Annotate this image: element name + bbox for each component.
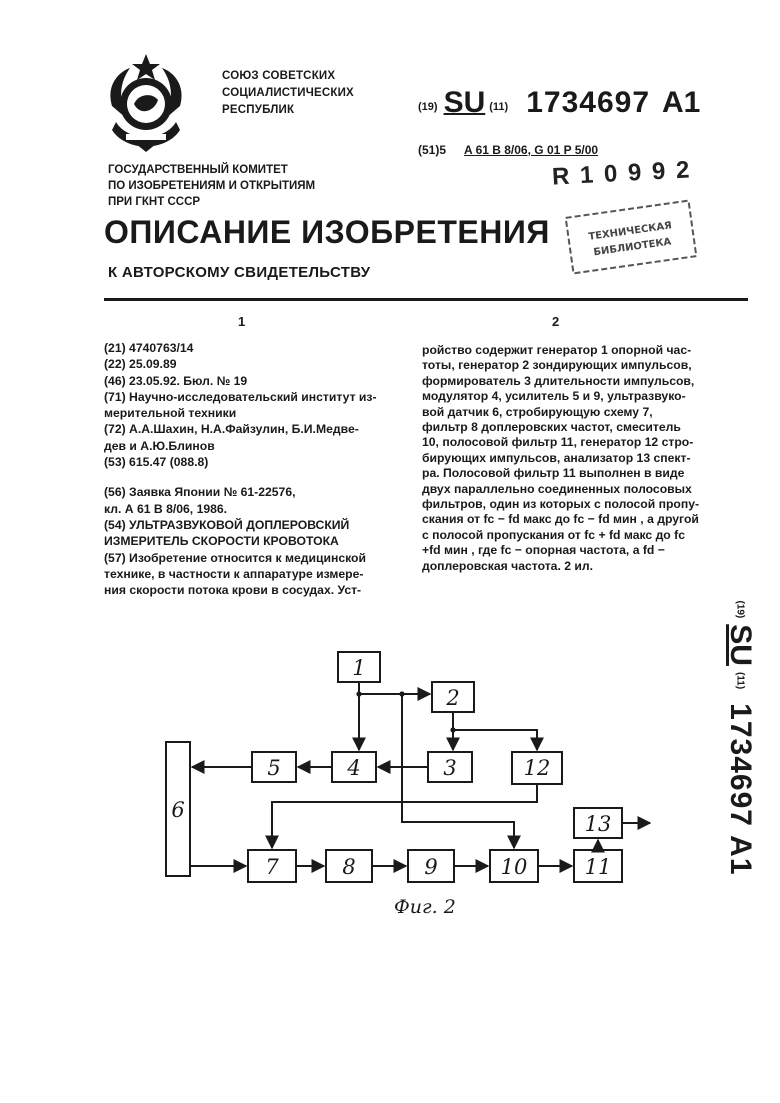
ipc-classification: (51)5 A 61 B 8/06, G 01 P 5/00 bbox=[418, 143, 599, 157]
biblio-line: (21) 4740763/14 bbox=[104, 341, 194, 355]
svg-text:12: 12 bbox=[523, 756, 551, 780]
block-3 bbox=[428, 752, 472, 782]
abstract-line: 10, полосовой фильтр 11, генератор 12 стро- bbox=[422, 435, 694, 450]
block-12 bbox=[512, 752, 562, 784]
svg-text:8: 8 bbox=[342, 855, 356, 879]
biblio-line: дев и А.Ю.Блинов bbox=[104, 438, 215, 453]
biblio-line: ния скорости потока крови в сосудах. Уст- bbox=[104, 583, 362, 598]
figure-caption: Фиг. 2 bbox=[394, 896, 456, 918]
svg-text:11: 11 bbox=[584, 855, 612, 879]
handwritten-number: R 1 0 9 9 2 bbox=[551, 156, 693, 191]
abstract-line: доплеровская частота. 2 ил. bbox=[422, 558, 594, 573]
abstract-line: скания от fc − fd макс до fc − fd мин , а другой bbox=[422, 512, 699, 527]
document-title: ОПИСАНИЕ ИЗОБРЕТЕНИЯ bbox=[104, 214, 550, 250]
abstract-column bbox=[422, 343, 714, 574]
abstract-line: ройство содержит генератор 1 опорной час- bbox=[422, 343, 692, 357]
abstract-line: с полосой пропускания от fc + fd макс до fc bbox=[422, 527, 685, 542]
biblio-line: (54) УЛЬТРАЗВУКОВОЙ ДОПЛЕРОВСКИЙ bbox=[104, 517, 350, 532]
svg-text:5: 5 bbox=[267, 756, 281, 780]
biblio-line: (57) Изобретение относится к медицинской bbox=[104, 550, 366, 565]
block-4 bbox=[332, 752, 376, 782]
svg-text:10: 10 bbox=[500, 855, 528, 879]
patent-kind: A1 bbox=[662, 86, 701, 119]
biblio-line: технике, в частности к аппаратуре измере- bbox=[104, 566, 364, 581]
abstract-line: ра. Полосовой фильтр 11 выполнен в виде bbox=[422, 466, 685, 481]
block-8 bbox=[326, 850, 372, 882]
svg-text:9: 9 bbox=[424, 855, 438, 879]
document-subtitle: К АВТОРСКОМУ СВИДЕТЕЛЬСТВУ bbox=[108, 264, 371, 281]
svg-text:3: 3 bbox=[443, 756, 457, 780]
block-5 bbox=[252, 752, 296, 782]
block-13 bbox=[574, 808, 622, 838]
library-stamp bbox=[562, 197, 699, 276]
abstract-line: формирователь 3 длительности импульсов, bbox=[422, 373, 695, 388]
side-patent-label: (19)SU(11)1734697 A1 bbox=[724, 600, 757, 876]
country-code: SU bbox=[443, 86, 486, 119]
svg-text:1: 1 bbox=[352, 656, 366, 680]
state-emblem-icon bbox=[96, 48, 196, 158]
block-11 bbox=[574, 850, 622, 882]
block-10 bbox=[490, 850, 538, 882]
biblio-line: (22) 25.09.89 bbox=[104, 357, 177, 372]
abstract-line: тоты, генератор 2 зондирующих импульсов, bbox=[422, 358, 692, 373]
abstract-line: модулятор 4, усилитель 5 и 9, ультразвуко- bbox=[422, 389, 686, 404]
svg-text:6: 6 bbox=[171, 798, 185, 822]
block-diagram bbox=[150, 640, 660, 940]
bibliographic-column bbox=[104, 340, 396, 598]
abstract-line: фильтр 8 доплеровских частот, смеситель bbox=[422, 420, 681, 435]
patent-number: 1734697 bbox=[526, 86, 651, 119]
biblio-line: ИЗМЕРИТЕЛЬ СКОРОСТИ КРОВОТОКА bbox=[104, 534, 339, 549]
abstract-line: вой датчик 6, стробирующую схему 7, bbox=[422, 404, 653, 419]
svg-text:7: 7 bbox=[265, 855, 279, 879]
biblio-line: (53) 615.47 (088.8) bbox=[104, 455, 209, 470]
column-number-2: 2 bbox=[552, 314, 560, 329]
block-1 bbox=[338, 652, 380, 682]
header-divider bbox=[104, 298, 748, 301]
svg-text:БИБЛИОТЕКА: БИБЛИОТЕКА bbox=[592, 236, 673, 259]
abstract-line: фильтров, один из которых с полосой пропу- bbox=[422, 497, 700, 512]
publication-number: (19) SU (11) 1734697 A1 bbox=[418, 86, 701, 119]
biblio-line: (71) Научно-исследовательский институт из- bbox=[104, 389, 377, 404]
abstract-line: бирующих импульсов, анализатор 13 спект- bbox=[422, 450, 691, 465]
svg-text:4: 4 bbox=[347, 756, 361, 780]
union-name: СОЮЗ СОВЕТСКИХ СОЦИАЛИСТИЧЕСКИХ РЕСПУБЛИК bbox=[222, 70, 354, 116]
svg-text:13: 13 bbox=[584, 812, 612, 836]
biblio-line: кл. А 61 В 8/06, 1986. bbox=[104, 501, 228, 516]
abstract-line: +fd мин , где fc − опорная частота, а fd − bbox=[422, 543, 665, 558]
block-2 bbox=[432, 682, 474, 712]
biblio-line: (56) Заявка Японии № 61-22576, bbox=[104, 485, 296, 500]
block-9 bbox=[408, 850, 454, 882]
block-7 bbox=[248, 850, 296, 882]
abstract-line: двух параллельно соединенных полосовых bbox=[422, 481, 692, 496]
biblio-line: мерительной техники bbox=[104, 406, 237, 421]
svg-text:ТЕХНИЧЕСКАЯ: ТЕХНИЧЕСКАЯ bbox=[587, 220, 673, 243]
committee-name: ГОСУДАРСТВЕННЫЙ КОМИТЕТ ПО ИЗОБРЕТЕНИЯМ И ОТКРЫТИЯМ ПРИ ГКНТ СССР bbox=[108, 164, 316, 208]
biblio-line: (72) А.А.Шахин, Н.А.Файзулин, Б.И.Медве- bbox=[104, 422, 359, 437]
svg-text:2: 2 bbox=[446, 686, 460, 710]
block-6 bbox=[166, 742, 190, 876]
biblio-line: (46) 23.05.92. Бюл. № 19 bbox=[104, 373, 248, 388]
column-number-1: 1 bbox=[238, 314, 246, 329]
